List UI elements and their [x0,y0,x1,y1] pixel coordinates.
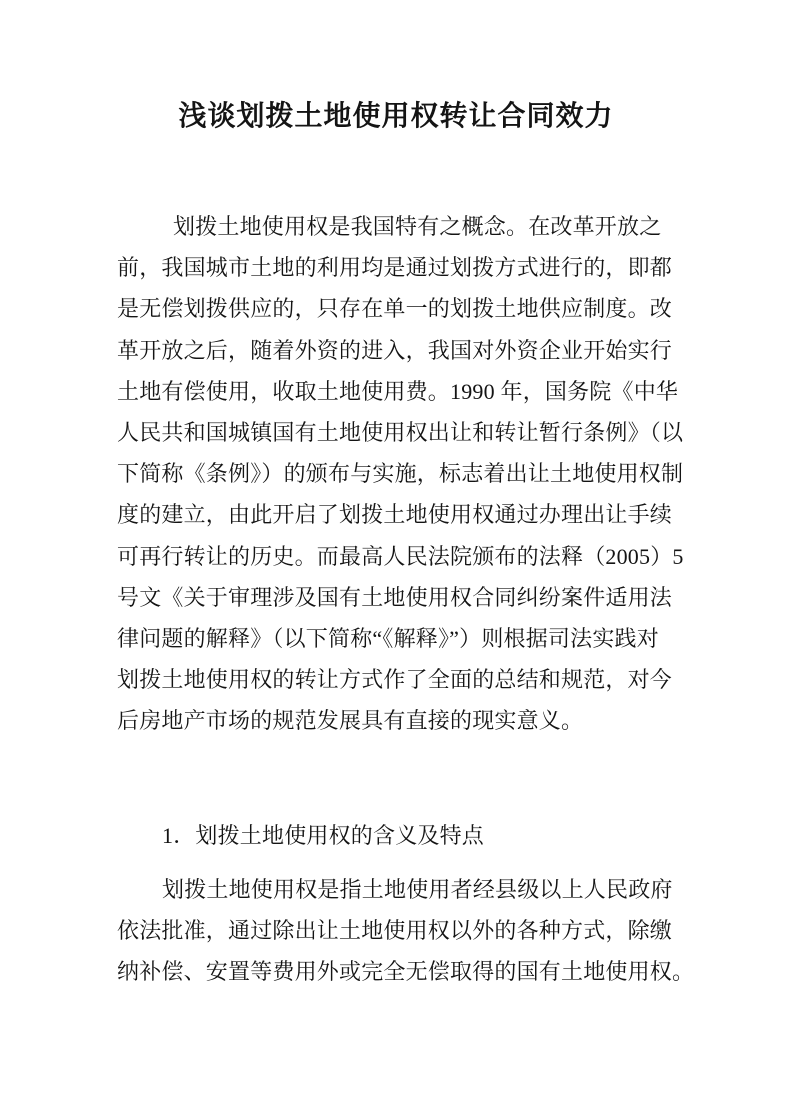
text-line: 可再行转让的历史。而最高人民法院颁布的法释（2005）5 [117,543,684,569]
section-heading-1: 1．划拨土地使用权的含义及特点 [162,823,485,848]
text-line: 纳补偿、安置等费用外或完全无偿取得的国有土地使用权。 [117,959,695,985]
text-line: 度的建立，由此开启了划拨土地使用权通过办理出让手续 [117,502,673,528]
paragraph-introduction [117,206,684,741]
text-line: 律问题的解释》（以下简称“《解释》”）则根据司法实践对 [117,625,659,651]
text-line: 革开放之后，随着外资的进入，我国对外资企业开始实行 [117,337,673,363]
text-line: 后房地产市场的规范发展具有直接的现实意义。 [117,708,584,734]
text-line: 依法批准，通过除出让土地使用权以外的各种方式，除缴 [117,918,673,944]
text-line: 前，我国城市土地的利用均是通过划拨方式进行的，即都 [117,255,673,281]
text-line: 土地有偿使用，收取土地使用费。1990 年，国务院《中华 [117,378,679,404]
text-line: 号文《关于审理涉及国有土地使用权合同纠纷案件适用法 [117,584,673,610]
text-line: 人民共和国城镇国有土地使用权出让和转让暂行条例》（以 [117,419,684,445]
text-line: 划拨土地使用权是指土地使用者经县级以上人民政府 [162,877,673,902]
text-line: 是无偿划拨供应的，只存在单一的划拨土地供应制度。改 [117,296,673,322]
paragraph-section-1-body [117,869,695,993]
text-line: 划拨土地使用权的转让方式作了全面的总结和规范，对今 [117,667,673,693]
text-line: 划拨土地使用权是我国特有之概念。在改革开放之 [173,214,662,239]
text-line: 下简称《条例》）的颁布与实施，标志着出让土地使用权制 [117,461,684,487]
document-title: 浅谈划拨土地使用权转让合同效力 [178,101,614,132]
